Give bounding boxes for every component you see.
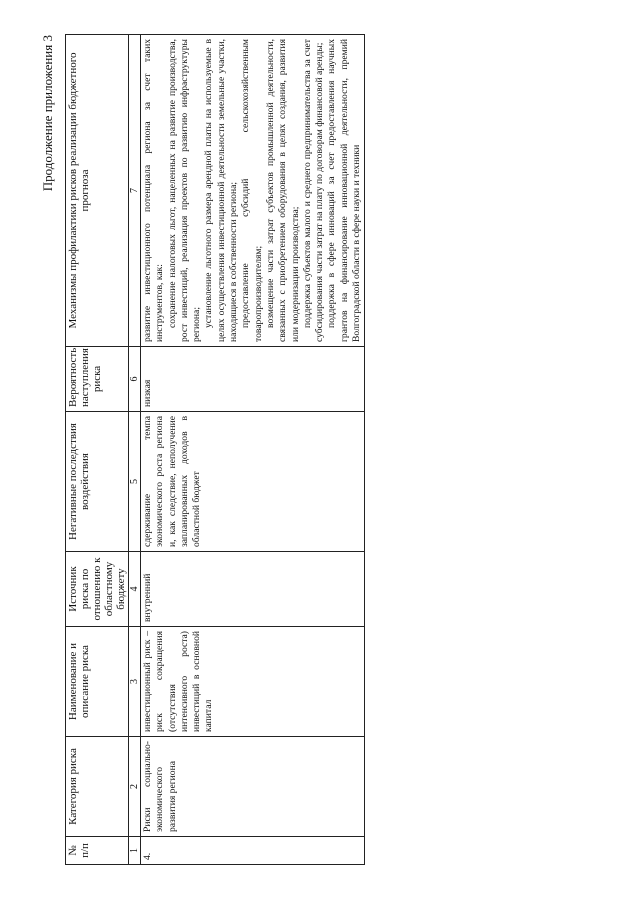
mechanism-item: сохранение налоговых льгот, нацеленных на развитие производства, рост инвестиций, реализация проектов по развитию инфраструктуры региона; <box>166 39 203 342</box>
table-row <box>141 35 365 865</box>
mechanism-item: поддержка в сфере инноваций за счет предоставления научных грантов на финансирование инновационной деятельности, премий Волгоградской области в сфере науки и техники <box>326 39 363 342</box>
risk-mechanisms <box>141 35 365 347</box>
rotated-content <box>30 35 580 865</box>
header-num: № п/п <box>66 837 129 865</box>
header-name: Наименование и описание риска <box>66 627 129 737</box>
column-number: 7 <box>129 35 141 347</box>
row-number: 4. <box>141 837 365 865</box>
column-number: 6 <box>129 347 141 412</box>
risk-name: инвестиционный риск – риск сокращения (отсутствия интенсивного роста) инвестиций в основной капитал <box>141 627 365 737</box>
column-number: 3 <box>129 627 141 737</box>
risk-table <box>65 34 365 865</box>
risk-source: внутренний <box>141 552 365 627</box>
column-number-row <box>129 35 141 865</box>
column-number: 2 <box>129 737 141 837</box>
continuation-label: Продолжение приложения 3 <box>40 35 55 192</box>
risk-probability: низкая <box>141 347 365 412</box>
header-consequences: Негативные последствия воздействия <box>66 412 129 552</box>
column-number: 1 <box>129 837 141 865</box>
header-row <box>66 35 129 865</box>
risk-category: Риски социально-экономического развития региона <box>141 737 365 837</box>
header-probability: Вероятность наступления риска <box>66 347 129 412</box>
mechanism-item: установление льготного размера арендной платы на используемые в целях осуществления инвестиционной деятельности земельные участки, находящиеся в собственности региона; <box>203 39 240 342</box>
column-number: 5 <box>129 412 141 552</box>
mechanism-item: возмещение части затрат субъектов промышленной деятельности, связанных с приобретением оборудования в целях создания, развития или модернизации производства; <box>264 39 301 342</box>
header-category: Категория риска <box>66 737 129 837</box>
mechanism-item: поддержка субъектов малого и среднего предпринимательства за счет субсидирования части затрат на плату по договорам финансовой аренды; <box>301 39 326 342</box>
column-number: 4 <box>129 552 141 627</box>
mechanism-item: развитие инвестиционного потенциала региона за счет таких инструментов, как: <box>142 39 166 342</box>
page-number <box>0 35 1 865</box>
mechanism-item: предоставление субсидий сельскохозяйственным товаропроизводителям; <box>240 39 264 342</box>
header-mechanisms: Механизмы профилактики рисков реализации бюджетного прогноза <box>66 35 129 347</box>
header-source: Источник риска по отношению к областному бюджету <box>66 552 129 627</box>
risk-consequences: сдерживание темпа экономического роста региона и, как следствие, неполучение запланированных доходов в областной бюджет <box>141 412 365 552</box>
